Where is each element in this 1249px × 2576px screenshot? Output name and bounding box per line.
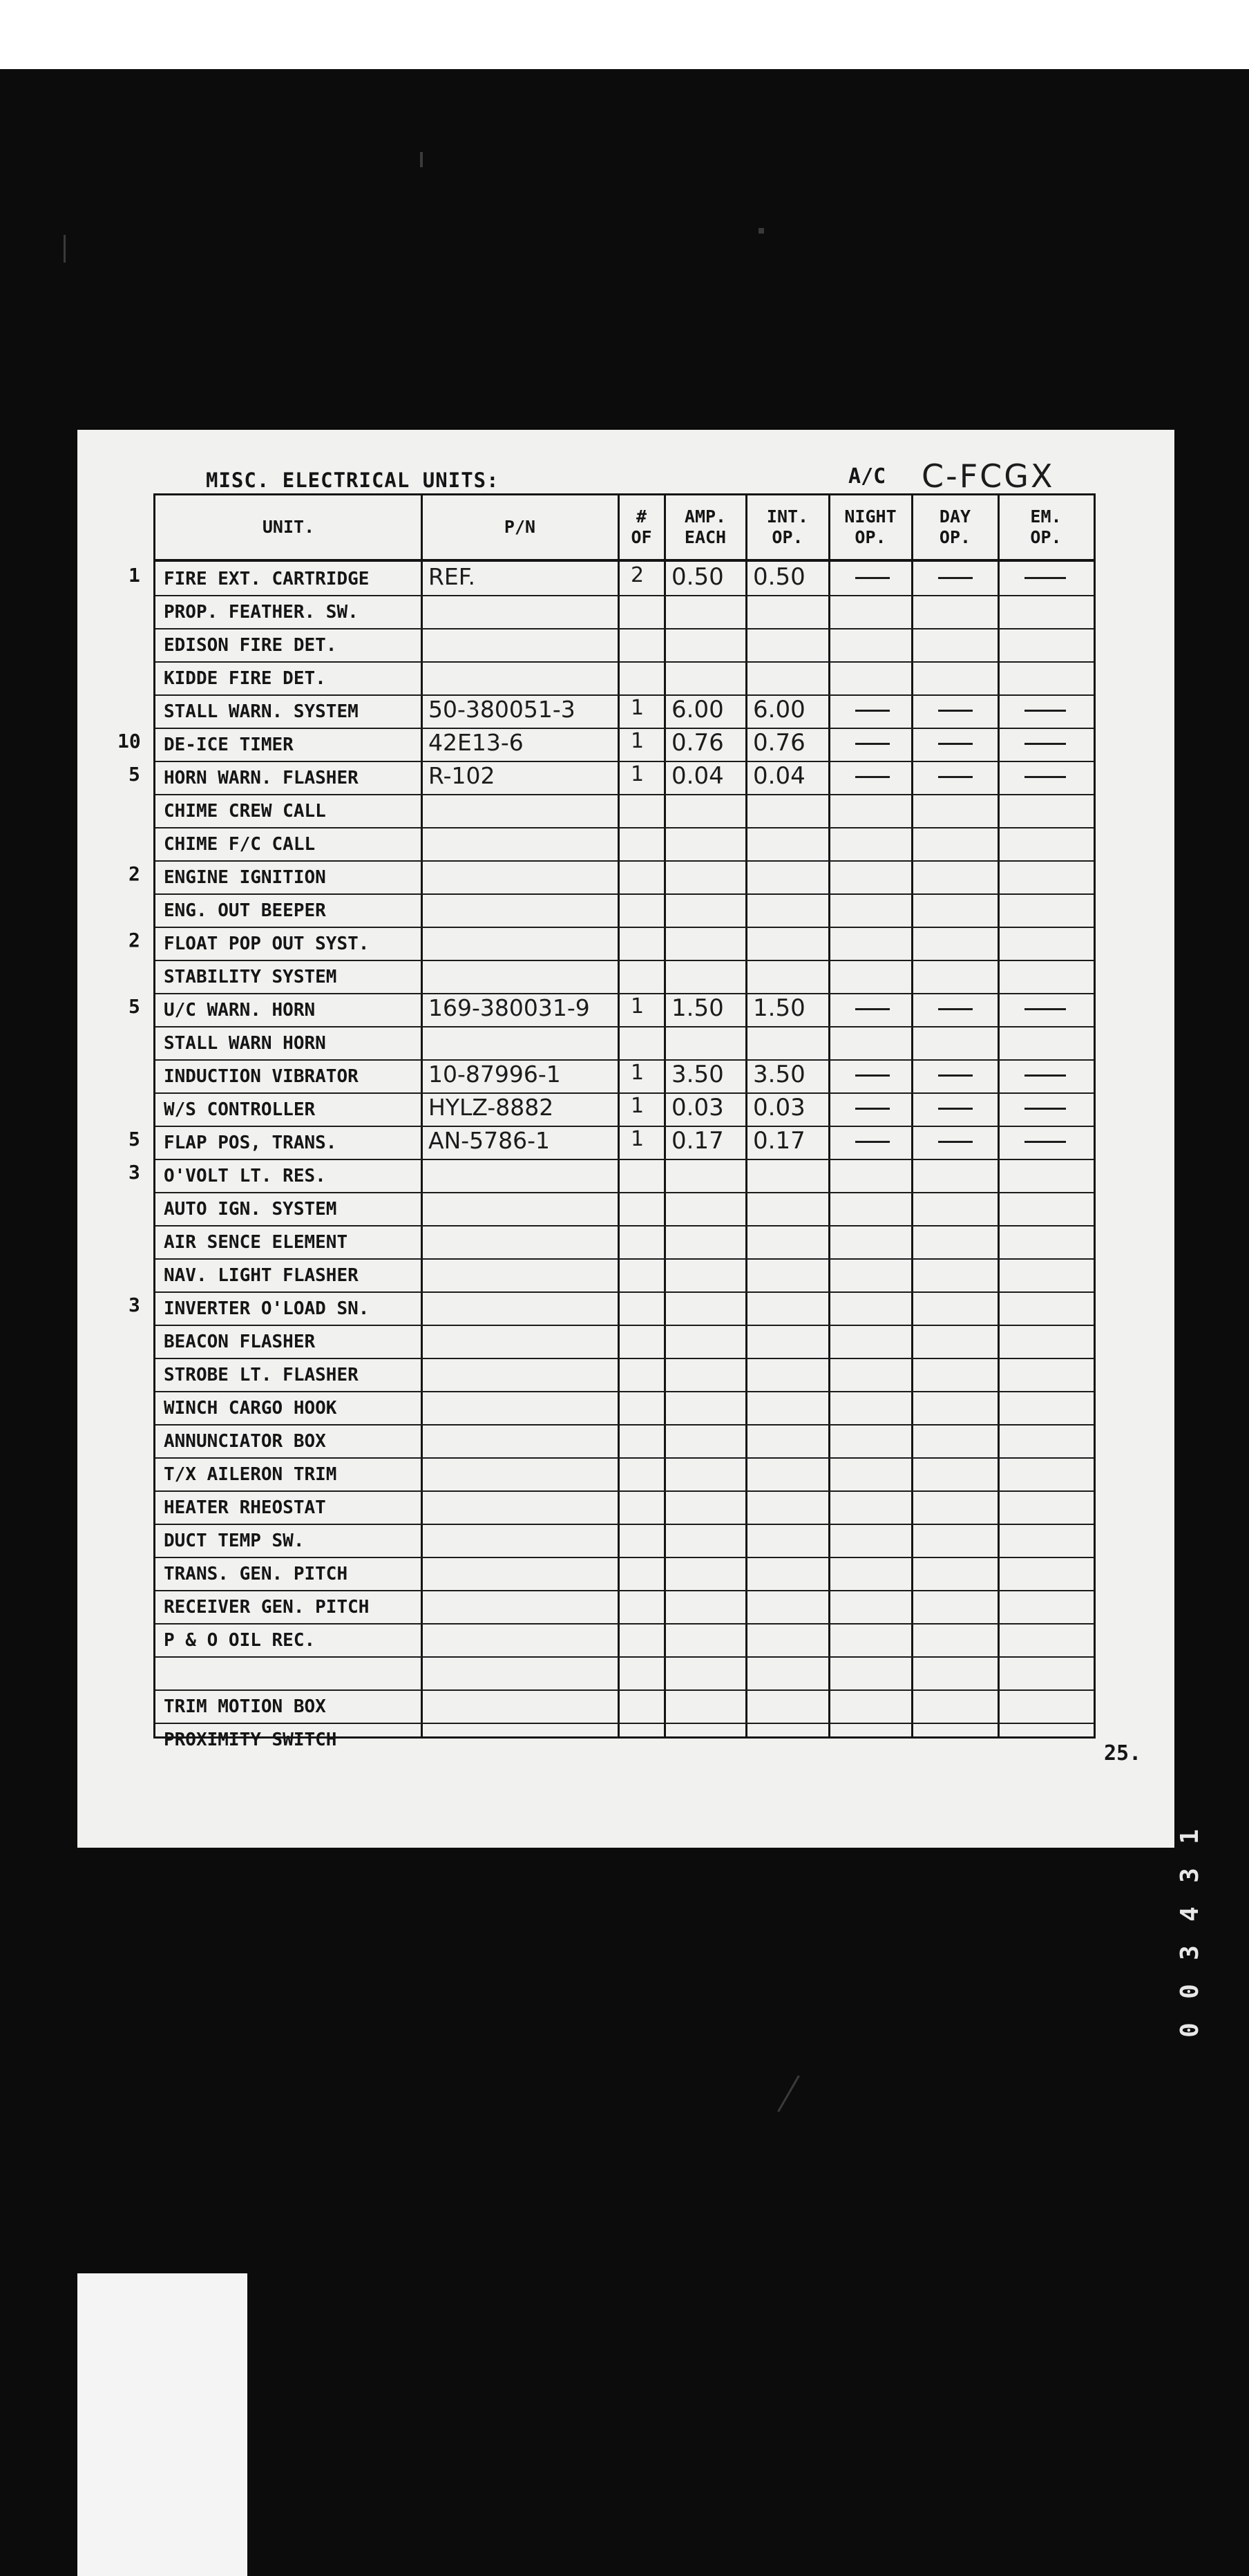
handwritten-amp-cell: 0.76 (671, 729, 724, 757)
table-row-divider (155, 1723, 1094, 1724)
unit-name-cell: PROP. FEATHER. SW. (164, 602, 359, 623)
table-row-divider (155, 661, 1094, 663)
table-row-divider (155, 860, 1094, 862)
header-divider (155, 559, 1094, 562)
form-title: MISC. ELECTRICAL UNITS: (206, 468, 499, 492)
table-row-divider (155, 1689, 1094, 1691)
unit-name-cell: FLOAT POP OUT SYST. (164, 934, 370, 954)
unit-name-cell: ANNUNCIATOR BOX (164, 1431, 326, 1452)
unit-name-cell: T/X AILERON TRIM (164, 1464, 337, 1485)
table-row-divider (155, 1126, 1094, 1127)
handwritten-pn-cell: 169-380031-9 (428, 994, 590, 1021)
handwritten-qty-cell: 1 (631, 762, 645, 786)
unit-name-cell: NAV. LIGHT FLASHER (164, 1265, 359, 1286)
handwritten-amp-cell: 6.00 (671, 696, 724, 723)
handwritten-pn-cell: HYLZ-8882 (428, 1094, 554, 1121)
header-emergency-op: EM. OP. (1030, 506, 1062, 547)
handwritten-amp-cell: 0.03 (671, 1094, 724, 1121)
film-stamp-digit: 3 (1176, 1868, 1204, 1883)
dash-mark-em (1024, 710, 1066, 712)
table-row-divider (155, 761, 1094, 762)
page-number: 25. (1104, 1741, 1142, 1765)
table-row-divider (155, 1092, 1094, 1094)
margin-count: 3 (128, 1161, 140, 1184)
dash-mark-night (855, 577, 890, 579)
unit-name-cell: INVERTER O'LOAD SN. (164, 1298, 370, 1319)
handwritten-int-cell: 1.50 (753, 994, 805, 1022)
header-quantity: # OF (631, 506, 652, 547)
handwritten-int-cell: 0.76 (753, 729, 805, 757)
table-row-divider (155, 1358, 1094, 1359)
margin-count: 5 (128, 763, 140, 786)
dash-mark-day (938, 710, 973, 712)
table-column-divider (618, 495, 620, 1736)
dash-mark-em (1024, 743, 1066, 745)
table-row-divider (155, 1225, 1094, 1227)
handwritten-int-cell: 0.03 (753, 1094, 805, 1121)
unit-name-cell: DUCT TEMP SW. (164, 1531, 305, 1551)
unit-name-cell: CHIME CREW CALL (164, 801, 326, 822)
dash-mark-day (938, 1141, 973, 1143)
dash-mark-em (1024, 1108, 1066, 1110)
dash-mark-night (855, 1074, 890, 1077)
header-amp-each: AMP. EACH (684, 506, 727, 547)
unit-name-cell: ENGINE IGNITION (164, 867, 326, 888)
film-scratch (759, 228, 764, 234)
handwritten-pn-cell: 50-380051-3 (428, 696, 575, 723)
table-column-divider (745, 495, 747, 1736)
table-row-divider (155, 1159, 1094, 1160)
dash-mark-em (1024, 776, 1066, 778)
table-row-divider (155, 1059, 1094, 1061)
dash-mark-em (1024, 1008, 1066, 1010)
header-part-number: P/N (504, 517, 536, 537)
unit-name-cell: STABILITY SYSTEM (164, 967, 337, 987)
header-night-op: NIGHT OP. (844, 506, 897, 547)
table-row-divider (155, 893, 1094, 895)
table-row-divider (155, 1325, 1094, 1326)
handwritten-pn-cell: 42E13-6 (428, 729, 524, 756)
table-row-divider (155, 1457, 1094, 1459)
unit-name-cell: HORN WARN. FLASHER (164, 768, 359, 788)
table-column-divider (664, 495, 666, 1736)
film-leader-strip (77, 2273, 247, 2576)
handwritten-amp-cell: 3.50 (671, 1061, 724, 1088)
table-row-divider (155, 728, 1094, 729)
dash-mark-night (855, 776, 890, 778)
document-sheet (77, 430, 1174, 1848)
unit-name-cell: KIDDE FIRE DET. (164, 668, 326, 689)
handwritten-int-cell: 0.17 (753, 1127, 805, 1155)
handwritten-int-cell: 3.50 (753, 1061, 805, 1088)
table-row-divider (155, 1258, 1094, 1260)
unit-name-cell: AUTO IGN. SYSTEM (164, 1199, 337, 1220)
dash-mark-day (938, 776, 973, 778)
table-row-divider (155, 827, 1094, 828)
handwritten-qty-cell: 1 (631, 1094, 645, 1118)
unit-name-cell: WINCH CARGO HOOK (164, 1398, 337, 1419)
table-column-divider (998, 495, 1000, 1736)
header-unit: UNIT. (262, 517, 315, 537)
dash-mark-day (938, 1074, 973, 1077)
table-row-divider (155, 1192, 1094, 1193)
unit-name-cell: DE-ICE TIMER (164, 735, 294, 755)
unit-name-cell: W/S CONTROLLER (164, 1099, 316, 1120)
table-row-divider (155, 1291, 1094, 1293)
unit-name-cell: P & O OIL REC. (164, 1630, 316, 1651)
unit-name-cell: CHIME F/C CALL (164, 834, 316, 855)
unit-name-cell: TRANS. GEN. PITCH (164, 1564, 348, 1584)
handwritten-int-cell: 0.50 (753, 563, 805, 591)
dash-mark-em (1024, 1074, 1066, 1077)
unit-name-cell: HEATER RHEOSTAT (164, 1497, 326, 1518)
unit-name-cell: EDISON FIRE DET. (164, 635, 337, 656)
aircraft-label: A/C (848, 464, 886, 489)
handwritten-pn-cell: AN-5786-1 (428, 1127, 551, 1154)
margin-count: 3 (128, 1294, 140, 1316)
dash-mark-em (1024, 577, 1066, 579)
table-row-divider (155, 694, 1094, 696)
table-row-divider (155, 927, 1094, 928)
film-stamp-digit: 0 (1176, 1984, 1204, 1999)
unit-name-cell: INDUCTION VIBRATOR (164, 1066, 359, 1087)
handwritten-amp-cell: 0.04 (671, 762, 724, 790)
handwritten-pn-cell: 10-87996-1 (428, 1061, 561, 1088)
handwritten-pn-cell: R-102 (428, 762, 495, 789)
table-row-divider (155, 960, 1094, 961)
margin-count: 5 (128, 995, 140, 1018)
margin-count: 5 (128, 1128, 140, 1150)
unit-name-cell: FIRE EXT. CARTRIDGE (164, 569, 370, 589)
table-row-divider (155, 1391, 1094, 1392)
header-intermittent-op: INT. OP. (766, 506, 809, 547)
table-row-divider (155, 595, 1094, 596)
dash-mark-day (938, 743, 973, 745)
table-row-divider (155, 1490, 1094, 1492)
unit-name-cell: ENG. OUT BEEPER (164, 900, 326, 921)
unit-name-cell: STALL WARN. SYSTEM (164, 701, 359, 722)
handwritten-qty-cell: 1 (631, 729, 645, 753)
table-row-divider (155, 1656, 1094, 1658)
unit-name-cell: STROBE LT. FLASHER (164, 1365, 359, 1385)
film-scratch (420, 152, 423, 167)
film-scratch (777, 2075, 800, 2112)
dash-mark-night (855, 1141, 890, 1143)
table-column-divider (911, 495, 913, 1736)
table-row-divider (155, 1623, 1094, 1625)
dash-mark-night (855, 1108, 890, 1110)
handwritten-pn-cell: REF. (428, 563, 475, 590)
header-day-op: DAY OP. (939, 506, 971, 547)
margin-count: 2 (128, 929, 140, 951)
margin-count: 2 (128, 862, 140, 885)
handwritten-int-cell: 6.00 (753, 696, 805, 723)
electrical-units-table (153, 493, 1096, 1750)
unit-name-cell: STALL WARN HORN (164, 1033, 326, 1054)
handwritten-int-cell: 0.04 (753, 762, 805, 790)
unit-name-cell: AIR SENCE ELEMENT (164, 1232, 348, 1253)
handwritten-qty-cell: 1 (631, 696, 645, 720)
handwritten-qty-cell: 2 (631, 563, 645, 587)
handwritten-qty-cell: 1 (631, 1127, 645, 1151)
table-row-divider (155, 1026, 1094, 1027)
dash-mark-night (855, 743, 890, 745)
film-stamp-digit: 0 (1176, 2023, 1204, 2038)
table-column-divider (828, 495, 830, 1736)
aircraft-registration: C-FCGX (922, 457, 1055, 495)
table-row-divider (155, 794, 1094, 795)
unit-name-cell: U/C WARN. HORN (164, 1000, 316, 1021)
table-row-divider (155, 1524, 1094, 1525)
table-column-divider (421, 495, 423, 1736)
unit-name-cell: FLAP POS, TRANS. (164, 1133, 337, 1153)
dash-mark-day (938, 577, 973, 579)
margin-count: 10 (117, 730, 141, 752)
table-row-divider (155, 993, 1094, 994)
unit-name-cell: PROXIMITY SWITCH (164, 1730, 337, 1750)
margin-count: 1 (128, 564, 140, 587)
film-stamp-digit: 3 (1176, 1945, 1204, 1960)
film-top-edge (0, 0, 1249, 69)
dash-mark-day (938, 1008, 973, 1010)
table-row-divider (155, 1590, 1094, 1591)
film-scratch (64, 235, 66, 263)
handwritten-amp-cell: 1.50 (671, 994, 724, 1022)
unit-name-cell: TRIM MOTION BOX (164, 1696, 326, 1717)
dash-mark-em (1024, 1141, 1066, 1143)
table-row-divider (155, 628, 1094, 629)
unit-name-cell: BEACON FLASHER (164, 1332, 316, 1352)
handwritten-qty-cell: 1 (631, 1061, 645, 1085)
film-stamp-digit: 1 (1176, 1829, 1204, 1844)
handwritten-amp-cell: 0.50 (671, 563, 724, 591)
dash-mark-night (855, 1008, 890, 1010)
unit-name-cell: O'VOLT LT. RES. (164, 1166, 326, 1186)
handwritten-qty-cell: 1 (631, 994, 645, 1019)
table-row-divider (155, 1557, 1094, 1558)
film-frame-number (1174, 1817, 1216, 2094)
table-row-divider (155, 1424, 1094, 1426)
dash-mark-night (855, 710, 890, 712)
dash-mark-day (938, 1108, 973, 1110)
handwritten-amp-cell: 0.17 (671, 1127, 724, 1155)
unit-name-cell: RECEIVER GEN. PITCH (164, 1597, 370, 1618)
film-stamp-digit: 4 (1176, 1906, 1204, 1922)
